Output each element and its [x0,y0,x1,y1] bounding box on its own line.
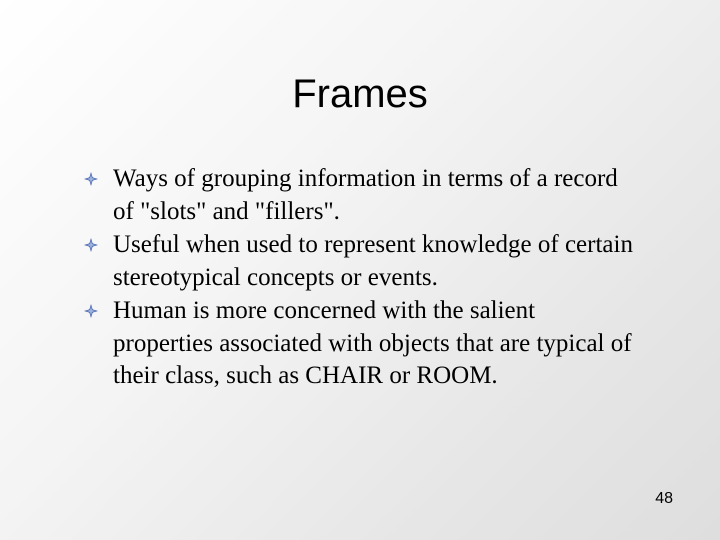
bullet-text: Human is more concerned with the salient properties associated with objects that are typical of their class, such as CHAIR or ROOM. [113,297,632,389]
bullet-item [80,163,640,228]
bullet-item [80,295,640,393]
diamond-star-icon [84,304,98,318]
bullet-text: Ways of grouping information in terms of a record of "slots" and "fillers". [113,165,618,225]
bullet-list [80,163,640,394]
bullet-item [80,229,640,294]
diamond-star-icon [84,172,98,186]
bullet-text: Useful when used to represent knowledge of certain stereotypical concepts or events. [113,231,633,291]
slide-title: Frames [292,72,428,116]
diamond-star-icon [84,238,98,252]
page-number: 48 [655,490,673,507]
